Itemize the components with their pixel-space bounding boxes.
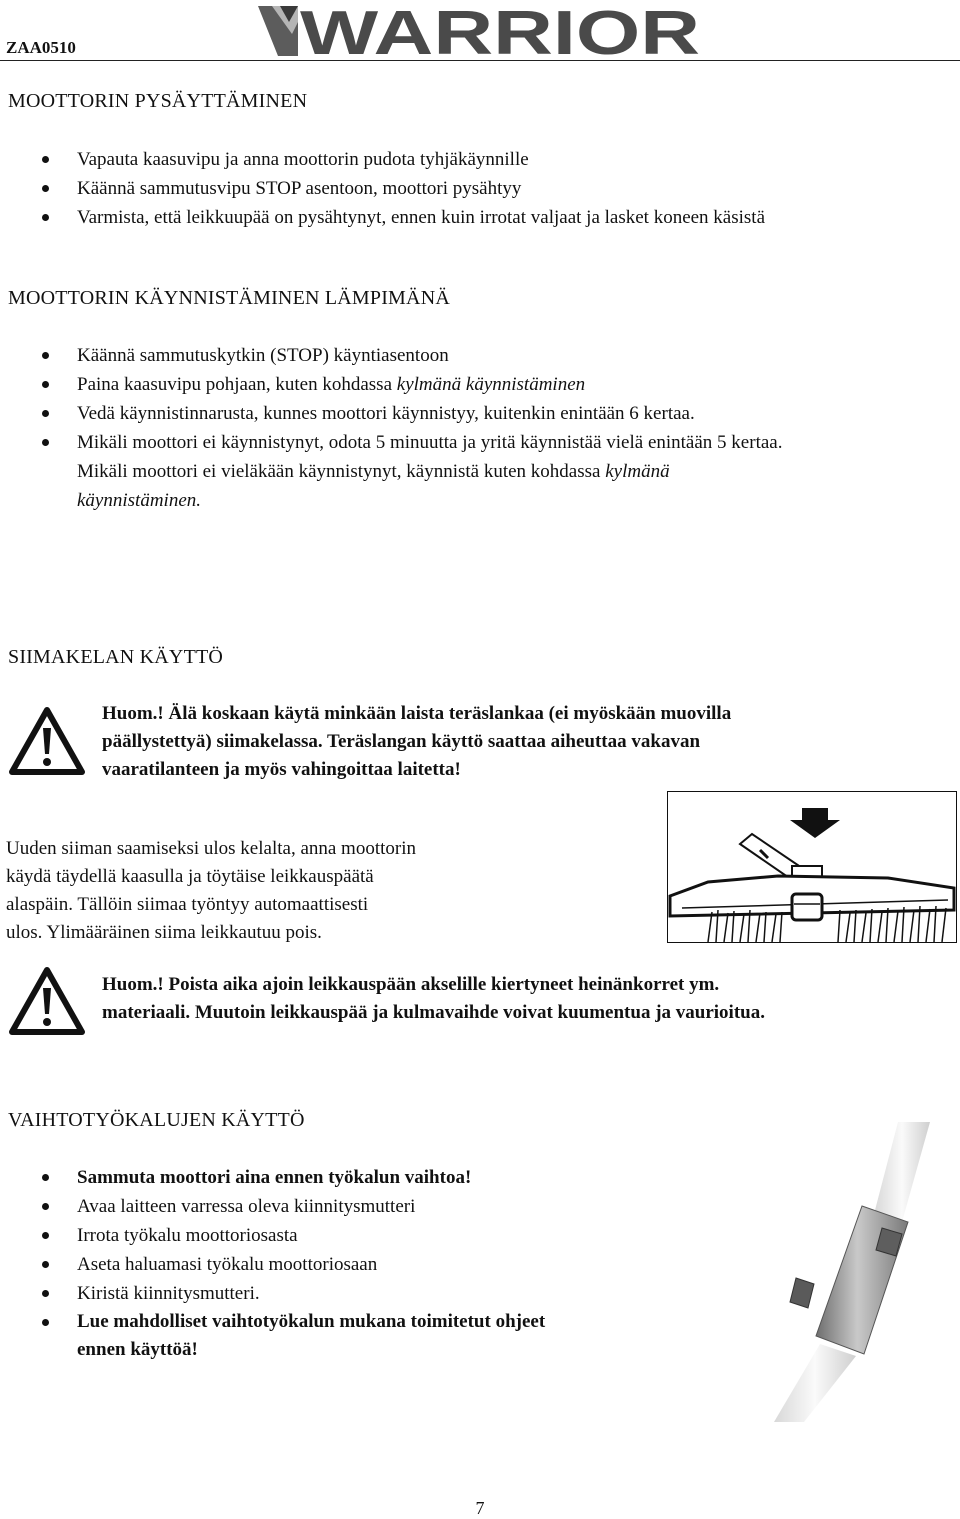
warning-grass-buildup: Huom.! Poista aika ajoin leikkauspään akselille kiertyneet heinänkorret ym. materiaali. Muutoin leikkauspää ja kulmavaihde voivat kuumentua ja vaurioitua. — [102, 974, 765, 1023]
heading-stop: MOOTTORIN PYSÄYTTÄMINEN — [8, 90, 308, 112]
tools-list — [0, 1163, 545, 1364]
list-item: Sammuta moottori aina ennen työkalun vaihtoa! — [0, 1163, 545, 1192]
heading-trimmer: SIIMAKELAN KÄYTTÖ — [8, 646, 224, 668]
document-code: ZAA0510 — [6, 38, 76, 57]
header-rule — [0, 60, 960, 61]
list-item: Irrota työkalu moottoriosasta — [0, 1221, 545, 1250]
stop-list — [0, 145, 765, 232]
list-item: Varmista, että leikkuupää on pysähtynyt, ennen kuin irrotat valjaat ja lasket koneen käsistä — [0, 203, 765, 232]
trimmer-head-illustration — [667, 791, 957, 943]
list-item: Paina kaasuvipu pohjaan, kuten kohdassa kylmänä käynnistäminen — [0, 370, 782, 399]
trimmer-instructions: Uuden siiman saamiseksi ulos kelalta, anna moottorin käydä täydellä kaasulla ja töytäise leikkauspäätä alaspäin. Tällöin siimaa työntyy automaattisesti ulos. Ylimääräinen siima leikkautuu pois. — [6, 838, 417, 943]
list-item: Vapauta kaasuvipu ja anna moottorin pudota tyhjäkäynnille — [0, 145, 765, 174]
warrior-logo — [258, 2, 703, 60]
list-item: Mikäli moottori ei käynnistynyt, odota 5 minuutta ja yritä käynnistää vielä enintään 5 kertaa. — [0, 428, 782, 457]
list-item: Käännä sammutuskytkin (STOP) käyntiasentoon — [0, 341, 782, 370]
list-item: Lue mahdolliset vaihtotyökalun mukana toimitetut ohjeet ennen käyttöä! — [0, 1308, 545, 1364]
list-item: Vedä käynnistinnarusta, kunnes moottori käynnistyy, kuitenkin enintään 6 kertaa. — [0, 399, 782, 428]
warning-steel-wire: Huom.! Älä koskaan käytä minkään laista teräslankaa (ei myöskään muovilla päällystettyä) siimakelassa. Teräslangan käyttö saattaa aiheuttaa vakavan vaaratilanteen ja myös vahingoittaa laitetta! — [102, 703, 732, 780]
list-item: Aseta haluamasi työkalu moottoriosaan — [0, 1250, 545, 1279]
warm-start-list — [0, 341, 782, 515]
page-number: 7 — [475, 1498, 485, 1518]
list-item: Kiristä kiinnitysmutteri. — [0, 1279, 545, 1308]
warning-triangle-icon — [8, 706, 86, 776]
warning-triangle-icon — [8, 966, 86, 1036]
heading-warm-start: MOOTTORIN KÄYNNISTÄMINEN LÄMPIMÄNÄ — [8, 287, 450, 309]
shaft-coupling-illustration — [696, 1122, 956, 1422]
list-item: Avaa laitteen varressa oleva kiinnitysmutteri — [0, 1192, 545, 1221]
list-item: Käännä sammutusvipu STOP asentoon, moottori pysähtyy — [0, 174, 765, 203]
brand-wordmark: WARRIOR — [300, 2, 700, 60]
heading-tools: VAIHTOTYÖKALUJEN KÄYTTÖ — [8, 1109, 305, 1131]
list-item-continued: Mikäli moottori ei vieläkään käynnistynyt, käynnistä kuten kohdassa kylmänä käynnistäminen. — [77, 461, 670, 511]
